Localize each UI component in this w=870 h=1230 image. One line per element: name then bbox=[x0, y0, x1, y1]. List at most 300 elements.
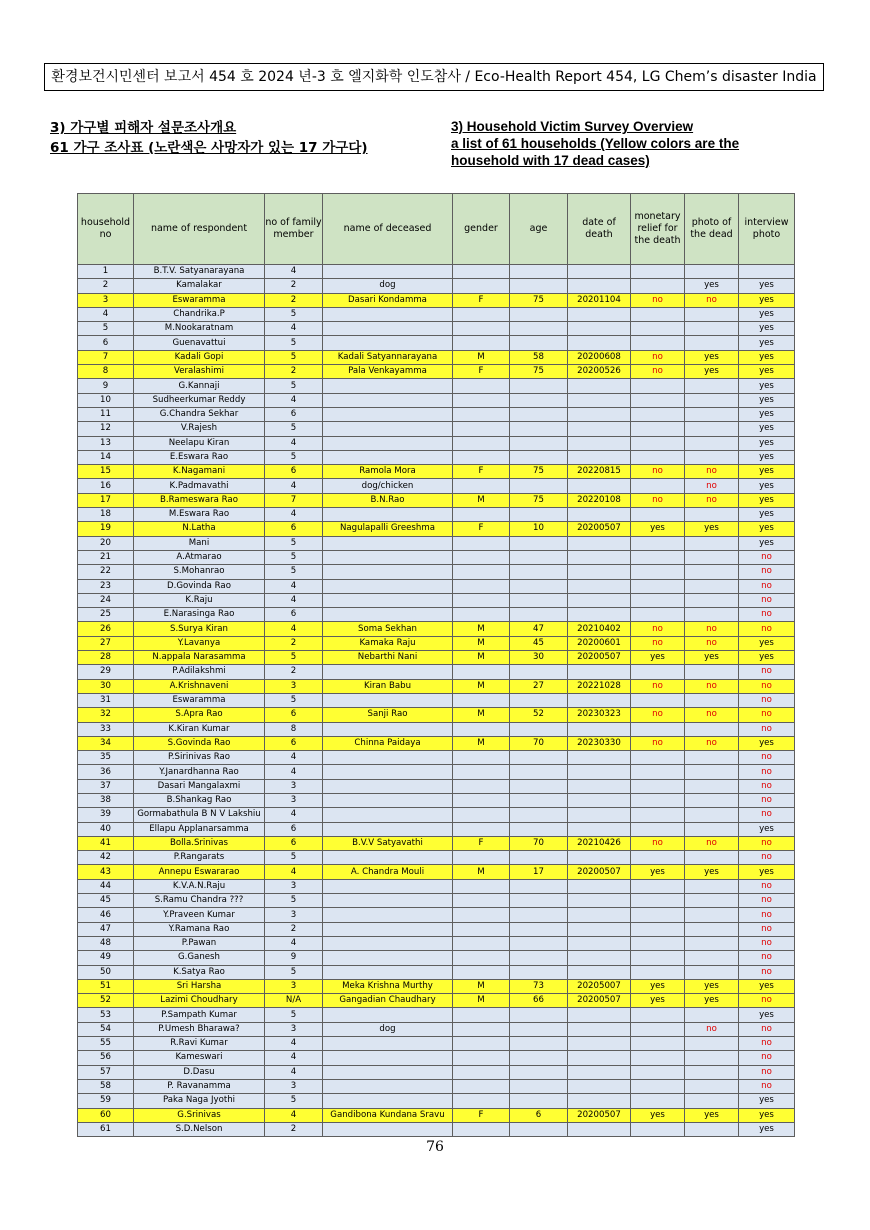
gender-cell bbox=[453, 479, 510, 493]
respondent-name-cell: S.Surya Kiran bbox=[134, 622, 265, 636]
gender-cell: M bbox=[453, 979, 510, 993]
household-no-cell: 53 bbox=[78, 1008, 134, 1022]
photo-dead-cell bbox=[685, 751, 739, 765]
family-member-cell: 2 bbox=[265, 636, 323, 650]
family-member-cell: 4 bbox=[265, 1065, 323, 1079]
family-member-cell: 3 bbox=[265, 779, 323, 793]
table-row bbox=[78, 951, 795, 965]
age-cell bbox=[510, 951, 568, 965]
photo-dead-cell bbox=[685, 536, 739, 550]
photo-dead-cell bbox=[685, 936, 739, 950]
death-date-cell bbox=[568, 665, 631, 679]
gender-cell: F bbox=[453, 522, 510, 536]
english-title-line2: a list of 61 households (Yellow colors are the bbox=[451, 136, 740, 151]
table-row bbox=[78, 894, 795, 908]
photo-dead-cell bbox=[685, 336, 739, 350]
gender-cell bbox=[453, 379, 510, 393]
family-member-cell: 6 bbox=[265, 708, 323, 722]
photo-dead-cell bbox=[685, 407, 739, 421]
monetary-relief-cell: no bbox=[631, 836, 685, 850]
table-row bbox=[78, 679, 795, 693]
photo-dead-cell: no bbox=[685, 679, 739, 693]
gender-cell bbox=[453, 279, 510, 293]
household-no-cell: 55 bbox=[78, 1037, 134, 1051]
household-no-cell: 44 bbox=[78, 879, 134, 893]
table-row bbox=[78, 522, 795, 536]
interview-photo-cell: yes bbox=[739, 407, 795, 421]
table-row bbox=[78, 622, 795, 636]
death-date-cell bbox=[568, 536, 631, 550]
respondent-name-cell: K.Padmavathi bbox=[134, 479, 265, 493]
household-no-cell: 59 bbox=[78, 1094, 134, 1108]
interview-photo-cell: yes bbox=[739, 979, 795, 993]
deceased-name-cell: B.N.Rao bbox=[323, 493, 453, 507]
death-date-cell: 20200608 bbox=[568, 350, 631, 364]
household-no-cell: 26 bbox=[78, 622, 134, 636]
photo-dead-cell bbox=[685, 779, 739, 793]
age-cell bbox=[510, 894, 568, 908]
table-row bbox=[78, 293, 795, 307]
age-cell bbox=[510, 665, 568, 679]
family-member-cell: 4 bbox=[265, 1051, 323, 1065]
interview-photo-cell: no bbox=[739, 679, 795, 693]
family-member-cell: 6 bbox=[265, 522, 323, 536]
gender-cell bbox=[453, 422, 510, 436]
table-row bbox=[78, 407, 795, 421]
interview-photo-cell: no bbox=[739, 965, 795, 979]
respondent-name-cell: Veralashimi bbox=[134, 365, 265, 379]
age-cell bbox=[510, 279, 568, 293]
table-row bbox=[78, 936, 795, 950]
interview-photo-cell: yes bbox=[739, 1122, 795, 1136]
age-cell: 75 bbox=[510, 465, 568, 479]
deceased-name-cell bbox=[323, 879, 453, 893]
monetary-relief-cell bbox=[631, 593, 685, 607]
interview-photo-cell: yes bbox=[739, 322, 795, 336]
monetary-relief-cell bbox=[631, 322, 685, 336]
table-row bbox=[78, 979, 795, 993]
monetary-relief-cell bbox=[631, 1008, 685, 1022]
age-cell bbox=[510, 936, 568, 950]
gender-cell bbox=[453, 1022, 510, 1036]
deceased-name-cell: Ramola Mora bbox=[323, 465, 453, 479]
table-row bbox=[78, 922, 795, 936]
monetary-relief-cell bbox=[631, 508, 685, 522]
photo-dead-cell bbox=[685, 793, 739, 807]
monetary-relief-cell bbox=[631, 1094, 685, 1108]
table-row bbox=[78, 265, 795, 279]
respondent-name-cell: D.Dasu bbox=[134, 1065, 265, 1079]
death-date-cell bbox=[568, 1079, 631, 1093]
monetary-relief-cell bbox=[631, 922, 685, 936]
respondent-name-cell: Neelapu Kiran bbox=[134, 436, 265, 450]
age-cell bbox=[510, 379, 568, 393]
household-no-cell: 50 bbox=[78, 965, 134, 979]
monetary-relief-cell bbox=[631, 1065, 685, 1079]
table-row bbox=[78, 279, 795, 293]
family-member-cell: 2 bbox=[265, 665, 323, 679]
family-member-cell: 5 bbox=[265, 307, 323, 321]
age-cell bbox=[510, 593, 568, 607]
gender-cell: F bbox=[453, 836, 510, 850]
family-member-cell: 4 bbox=[265, 865, 323, 879]
household-no-cell: 28 bbox=[78, 651, 134, 665]
family-member-cell: 5 bbox=[265, 1094, 323, 1108]
photo-dead-cell bbox=[685, 693, 739, 707]
family-member-cell: N/A bbox=[265, 994, 323, 1008]
photo-dead-cell bbox=[685, 436, 739, 450]
photo-dead-cell bbox=[685, 951, 739, 965]
respondent-name-cell: V.Rajesh bbox=[134, 422, 265, 436]
death-date-cell bbox=[568, 479, 631, 493]
household-no-cell: 39 bbox=[78, 808, 134, 822]
family-member-cell: 5 bbox=[265, 894, 323, 908]
table-row bbox=[78, 579, 795, 593]
age-cell: 17 bbox=[510, 865, 568, 879]
household-no-cell: 48 bbox=[78, 936, 134, 950]
monetary-relief-cell bbox=[631, 307, 685, 321]
monetary-relief-cell bbox=[631, 407, 685, 421]
household-no-cell: 58 bbox=[78, 1079, 134, 1093]
age-cell bbox=[510, 751, 568, 765]
photo-dead-cell bbox=[685, 908, 739, 922]
table-row bbox=[78, 336, 795, 350]
respondent-name-cell: Y.Ramana Rao bbox=[134, 922, 265, 936]
age-cell bbox=[510, 479, 568, 493]
household-no-cell: 61 bbox=[78, 1122, 134, 1136]
age-cell bbox=[510, 765, 568, 779]
death-date-cell bbox=[568, 951, 631, 965]
age-cell bbox=[510, 793, 568, 807]
household-no-cell: 14 bbox=[78, 450, 134, 464]
respondent-name-cell: Sri Harsha bbox=[134, 979, 265, 993]
column-header: household no bbox=[78, 194, 134, 265]
photo-dead-cell bbox=[685, 722, 739, 736]
table-row bbox=[78, 994, 795, 1008]
photo-dead-cell: yes bbox=[685, 350, 739, 364]
age-cell bbox=[510, 1065, 568, 1079]
respondent-name-cell: M.Eswara Rao bbox=[134, 508, 265, 522]
household-no-cell: 8 bbox=[78, 365, 134, 379]
monetary-relief-cell bbox=[631, 793, 685, 807]
gender-cell bbox=[453, 1008, 510, 1022]
column-header: name of respondent bbox=[134, 194, 265, 265]
respondent-name-cell: Y.Lavanya bbox=[134, 636, 265, 650]
household-no-cell: 20 bbox=[78, 536, 134, 550]
monetary-relief-cell: yes bbox=[631, 651, 685, 665]
household-no-cell: 40 bbox=[78, 822, 134, 836]
monetary-relief-cell bbox=[631, 265, 685, 279]
interview-photo-cell: no bbox=[739, 1051, 795, 1065]
family-member-cell: 3 bbox=[265, 879, 323, 893]
household-no-cell: 25 bbox=[78, 608, 134, 622]
age-cell bbox=[510, 1051, 568, 1065]
photo-dead-cell: yes bbox=[685, 865, 739, 879]
death-date-cell: 20200507 bbox=[568, 994, 631, 1008]
respondent-name-cell: K.Kiran Kumar bbox=[134, 722, 265, 736]
photo-dead-cell: yes bbox=[685, 994, 739, 1008]
age-cell: 52 bbox=[510, 708, 568, 722]
family-member-cell: 5 bbox=[265, 965, 323, 979]
respondent-name-cell: K.V.A.N.Raju bbox=[134, 879, 265, 893]
interview-photo-cell: no bbox=[739, 593, 795, 607]
respondent-name-cell: K.Satya Rao bbox=[134, 965, 265, 979]
table-row bbox=[78, 708, 795, 722]
deceased-name-cell: Nagulapalli Greeshma bbox=[323, 522, 453, 536]
death-date-cell bbox=[568, 407, 631, 421]
household-no-cell: 43 bbox=[78, 865, 134, 879]
gender-cell bbox=[453, 565, 510, 579]
deceased-name-cell bbox=[323, 851, 453, 865]
gender-cell: F bbox=[453, 365, 510, 379]
death-date-cell: 20220108 bbox=[568, 493, 631, 507]
deceased-name-cell bbox=[323, 608, 453, 622]
respondent-name-cell: G.Srinivas bbox=[134, 1108, 265, 1122]
respondent-name-cell: P.Sampath Kumar bbox=[134, 1008, 265, 1022]
gender-cell bbox=[453, 608, 510, 622]
respondent-name-cell: Sudheerkumar Reddy bbox=[134, 393, 265, 407]
death-date-cell: 20200601 bbox=[568, 636, 631, 650]
table-row bbox=[78, 307, 795, 321]
age-cell bbox=[510, 965, 568, 979]
interview-photo-cell: yes bbox=[739, 522, 795, 536]
photo-dead-cell bbox=[685, 550, 739, 564]
interview-photo-cell: no bbox=[739, 951, 795, 965]
age-cell bbox=[510, 608, 568, 622]
column-header: monetary relief for the death bbox=[631, 194, 685, 265]
household-no-cell: 35 bbox=[78, 751, 134, 765]
english-section-title bbox=[451, 118, 739, 169]
respondent-name-cell: N.appala Narasamma bbox=[134, 651, 265, 665]
gender-cell bbox=[453, 307, 510, 321]
photo-dead-cell bbox=[685, 608, 739, 622]
age-cell bbox=[510, 1022, 568, 1036]
page-number: 76 bbox=[426, 1139, 444, 1155]
deceased-name-cell bbox=[323, 722, 453, 736]
gender-cell bbox=[453, 450, 510, 464]
death-date-cell bbox=[568, 693, 631, 707]
table-row bbox=[78, 422, 795, 436]
deceased-name-cell bbox=[323, 536, 453, 550]
monetary-relief-cell bbox=[631, 851, 685, 865]
age-cell bbox=[510, 1079, 568, 1093]
table-row bbox=[78, 322, 795, 336]
death-date-cell bbox=[568, 1065, 631, 1079]
monetary-relief-cell bbox=[631, 1122, 685, 1136]
column-header: age bbox=[510, 194, 568, 265]
photo-dead-cell: no bbox=[685, 708, 739, 722]
deceased-name-cell bbox=[323, 579, 453, 593]
interview-photo-cell: no bbox=[739, 808, 795, 822]
family-member-cell: 5 bbox=[265, 422, 323, 436]
deceased-name-cell bbox=[323, 1094, 453, 1108]
age-cell bbox=[510, 407, 568, 421]
gender-cell bbox=[453, 550, 510, 564]
monetary-relief-cell bbox=[631, 665, 685, 679]
photo-dead-cell bbox=[685, 393, 739, 407]
deceased-name-cell bbox=[323, 1122, 453, 1136]
monetary-relief-cell: no bbox=[631, 708, 685, 722]
family-member-cell: 3 bbox=[265, 793, 323, 807]
monetary-relief-cell bbox=[631, 1079, 685, 1093]
interview-photo-cell: no bbox=[739, 665, 795, 679]
family-member-cell: 4 bbox=[265, 622, 323, 636]
family-member-cell: 4 bbox=[265, 479, 323, 493]
photo-dead-cell bbox=[685, 922, 739, 936]
interview-photo-cell: yes bbox=[739, 1108, 795, 1122]
household-no-cell: 17 bbox=[78, 493, 134, 507]
table-row bbox=[78, 608, 795, 622]
photo-dead-cell bbox=[685, 450, 739, 464]
death-date-cell bbox=[568, 793, 631, 807]
deceased-name-cell: B.V.V Satyavathi bbox=[323, 836, 453, 850]
death-date-cell bbox=[568, 550, 631, 564]
household-no-cell: 24 bbox=[78, 593, 134, 607]
deceased-name-cell bbox=[323, 1079, 453, 1093]
interview-photo-cell: yes bbox=[739, 436, 795, 450]
monetary-relief-cell bbox=[631, 536, 685, 550]
family-member-cell: 4 bbox=[265, 751, 323, 765]
interview-photo-cell: yes bbox=[739, 450, 795, 464]
age-cell bbox=[510, 908, 568, 922]
photo-dead-cell bbox=[685, 1051, 739, 1065]
deceased-name-cell: Dasari Kondamma bbox=[323, 293, 453, 307]
family-member-cell: 4 bbox=[265, 808, 323, 822]
respondent-name-cell: G.Ganesh bbox=[134, 951, 265, 965]
family-member-cell: 6 bbox=[265, 836, 323, 850]
monetary-relief-cell: no bbox=[631, 293, 685, 307]
photo-dead-cell bbox=[685, 822, 739, 836]
monetary-relief-cell bbox=[631, 479, 685, 493]
monetary-relief-cell bbox=[631, 908, 685, 922]
gender-cell: M bbox=[453, 622, 510, 636]
gender-cell: M bbox=[453, 636, 510, 650]
gender-cell: M bbox=[453, 736, 510, 750]
death-date-cell bbox=[568, 1051, 631, 1065]
deceased-name-cell bbox=[323, 565, 453, 579]
deceased-name-cell bbox=[323, 765, 453, 779]
interview-photo-cell: yes bbox=[739, 307, 795, 321]
deceased-name-cell: Kiran Babu bbox=[323, 679, 453, 693]
interview-photo-cell: no bbox=[739, 994, 795, 1008]
monetary-relief-cell: no bbox=[631, 622, 685, 636]
death-date-cell bbox=[568, 751, 631, 765]
household-no-cell: 33 bbox=[78, 722, 134, 736]
gender-cell bbox=[453, 765, 510, 779]
household-no-cell: 38 bbox=[78, 793, 134, 807]
deceased-name-cell bbox=[323, 822, 453, 836]
deceased-name-cell: Chinna Paidaya bbox=[323, 736, 453, 750]
gender-cell bbox=[453, 336, 510, 350]
monetary-relief-cell bbox=[631, 765, 685, 779]
respondent-name-cell: Chandrika.P bbox=[134, 307, 265, 321]
interview-photo-cell: yes bbox=[739, 379, 795, 393]
household-no-cell: 2 bbox=[78, 279, 134, 293]
deceased-name-cell bbox=[323, 936, 453, 950]
table-row bbox=[78, 493, 795, 507]
age-cell bbox=[510, 722, 568, 736]
household-no-cell: 21 bbox=[78, 550, 134, 564]
family-member-cell: 6 bbox=[265, 736, 323, 750]
family-member-cell: 4 bbox=[265, 1108, 323, 1122]
age-cell bbox=[510, 779, 568, 793]
family-member-cell: 6 bbox=[265, 608, 323, 622]
interview-photo-cell: no bbox=[739, 708, 795, 722]
death-date-cell bbox=[568, 393, 631, 407]
deceased-name-cell: dog/chicken bbox=[323, 479, 453, 493]
family-member-cell: 3 bbox=[265, 679, 323, 693]
death-date-cell: 20210402 bbox=[568, 622, 631, 636]
photo-dead-cell bbox=[685, 1094, 739, 1108]
respondent-name-cell: K.Nagamani bbox=[134, 465, 265, 479]
family-member-cell: 4 bbox=[265, 322, 323, 336]
interview-photo-cell: no bbox=[739, 793, 795, 807]
gender-cell bbox=[453, 393, 510, 407]
death-date-cell bbox=[568, 422, 631, 436]
deceased-name-cell bbox=[323, 779, 453, 793]
interview-photo-cell: yes bbox=[739, 493, 795, 507]
deceased-name-cell: Sanji Rao bbox=[323, 708, 453, 722]
family-member-cell: 5 bbox=[265, 565, 323, 579]
gender-cell: F bbox=[453, 1108, 510, 1122]
interview-photo-cell: no bbox=[739, 693, 795, 707]
photo-dead-cell: no bbox=[685, 622, 739, 636]
death-date-cell bbox=[568, 1122, 631, 1136]
age-cell: 70 bbox=[510, 836, 568, 850]
household-no-cell: 41 bbox=[78, 836, 134, 850]
deceased-name-cell bbox=[323, 393, 453, 407]
interview-photo-cell: yes bbox=[739, 465, 795, 479]
monetary-relief-cell bbox=[631, 550, 685, 564]
table-row bbox=[78, 550, 795, 564]
age-cell: 73 bbox=[510, 979, 568, 993]
table-row bbox=[78, 365, 795, 379]
family-member-cell: 2 bbox=[265, 1122, 323, 1136]
death-date-cell bbox=[568, 894, 631, 908]
household-no-cell: 47 bbox=[78, 922, 134, 936]
age-cell: 45 bbox=[510, 636, 568, 650]
deceased-name-cell bbox=[323, 322, 453, 336]
family-member-cell: 4 bbox=[265, 579, 323, 593]
family-member-cell: 8 bbox=[265, 722, 323, 736]
table-row bbox=[78, 450, 795, 464]
age-cell: 30 bbox=[510, 651, 568, 665]
respondent-name-cell: S.Govinda Rao bbox=[134, 736, 265, 750]
deceased-name-cell bbox=[323, 808, 453, 822]
respondent-name-cell: Eswaramma bbox=[134, 293, 265, 307]
household-no-cell: 54 bbox=[78, 1022, 134, 1036]
age-cell: 58 bbox=[510, 350, 568, 364]
age-cell bbox=[510, 393, 568, 407]
age-cell: 27 bbox=[510, 679, 568, 693]
interview-photo-cell: no bbox=[739, 779, 795, 793]
monetary-relief-cell bbox=[631, 608, 685, 622]
death-date-cell bbox=[568, 779, 631, 793]
monetary-relief-cell bbox=[631, 1022, 685, 1036]
respondent-name-cell: Y.Praveen Kumar bbox=[134, 908, 265, 922]
table-row bbox=[78, 393, 795, 407]
interview-photo-cell: yes bbox=[739, 865, 795, 879]
respondent-name-cell: S.Mohanrao bbox=[134, 565, 265, 579]
table-row bbox=[78, 736, 795, 750]
household-no-cell: 19 bbox=[78, 522, 134, 536]
interview-photo-cell: no bbox=[739, 908, 795, 922]
interview-photo-cell: yes bbox=[739, 422, 795, 436]
photo-dead-cell: no bbox=[685, 836, 739, 850]
korean-section-title bbox=[50, 118, 368, 158]
gender-cell bbox=[453, 265, 510, 279]
respondent-name-cell: N.Latha bbox=[134, 522, 265, 536]
